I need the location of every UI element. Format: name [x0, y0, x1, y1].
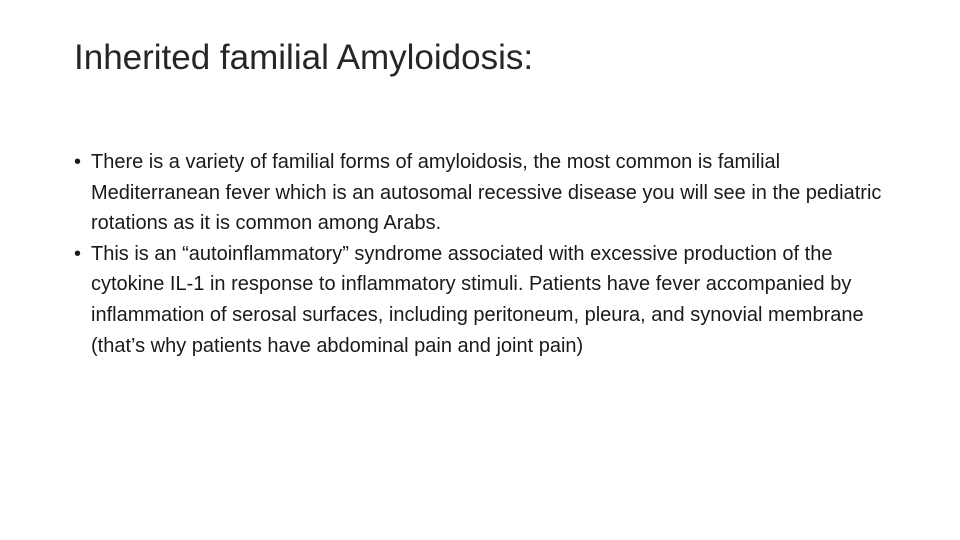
slide-title: Inherited familial Amyloidosis:: [74, 38, 534, 77]
bullet-text: There is a variety of familial forms of amyloidosis, the most common is familial Mediterranean fever which is an autosomal recessive disease you will see in the pediatric rotations as it is common among Arabs.: [91, 151, 882, 235]
bullet-list: [74, 147, 884, 361]
bullet-marker: •: [74, 151, 82, 173]
bullet-text: This is an “autoinflammatory” syndrome associated with excessive production of the cytokine IL-1 in response to inflammatory stimuli. Patients have fever accompanied by inflammation of serosal surfaces, including peritoneum, pleura, and synovial membrane (that’s why patients have abdominal pain and joint pain): [91, 242, 864, 357]
bullet-marker: •: [74, 242, 82, 265]
bullet-item: [74, 147, 884, 239]
bullet-item: [74, 239, 884, 361]
